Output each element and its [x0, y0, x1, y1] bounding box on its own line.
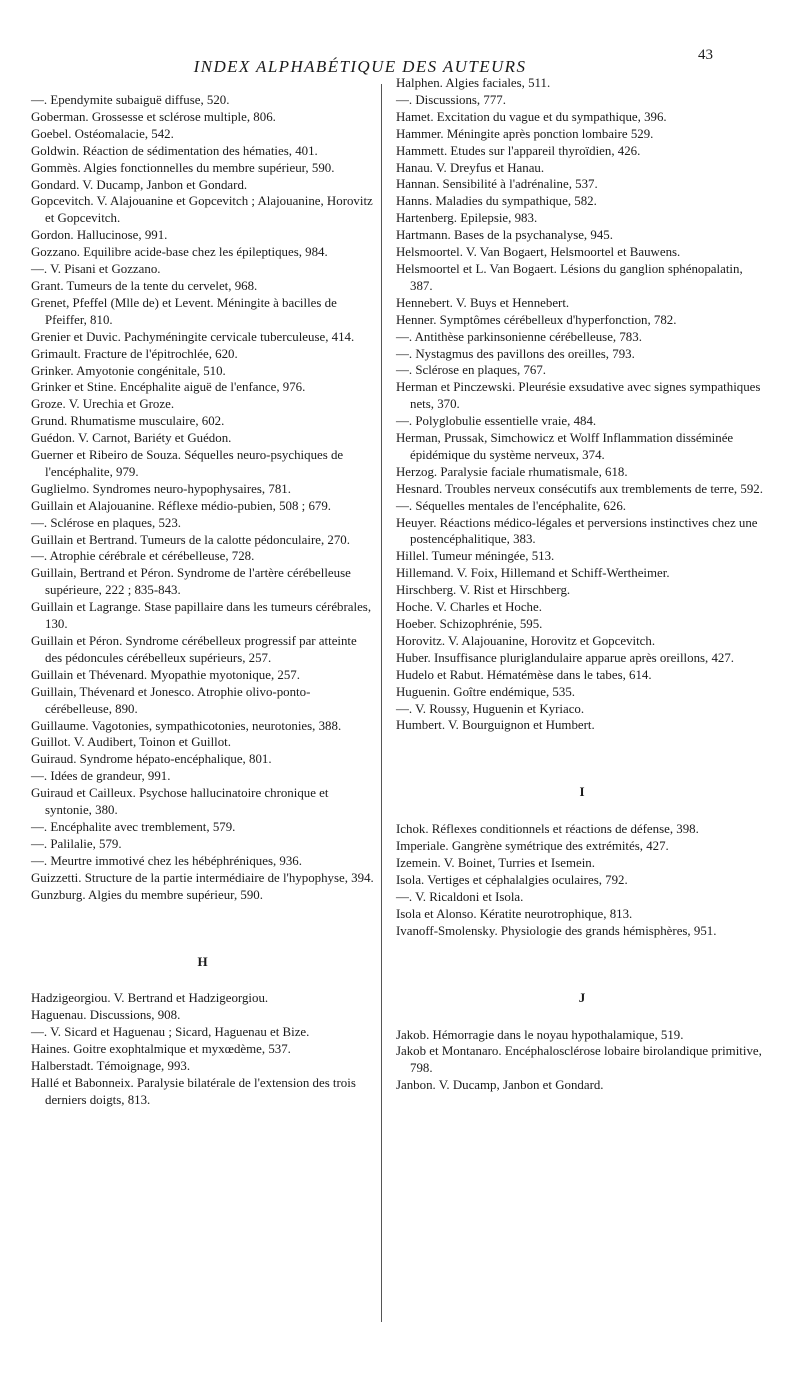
index-entry: Horovitz. V. Alajouanine, Horovitz et Gopcevitch. — [396, 633, 656, 648]
section-letter-h: H — [197, 953, 208, 969]
index-entry: Guillain, Thévenard et Jonesco. Atrophie olivo-ponto-cérébelleuse, 890. — [31, 684, 311, 716]
index-entry: Gondard. V. Ducamp, Janbon et Gondard. — [31, 177, 248, 192]
index-entry: Henner. Symptômes cérébelleux d'hyperfonction, 782. — [396, 312, 677, 327]
index-entry: —. Sclérose en plaques, 767. — [396, 363, 546, 378]
index-entry: Hartmann. Bases de la psychanalyse, 945. — [396, 228, 613, 243]
index-entry: —. V. Sicard et Haguenau ; Sicard, Haguenau et Bize. — [31, 1025, 310, 1040]
section-letter-i: I — [579, 784, 585, 800]
index-entry: —. Discussions, 777. — [396, 92, 506, 107]
section-gap — [396, 734, 768, 768]
index-entry: Haguenau. Discussions, 908. — [31, 1008, 181, 1023]
index-entry: Gunzburg. Algies du membre supérieur, 590. — [31, 887, 263, 902]
index-entry: Hennebert. V. Buys et Hennebert. — [396, 295, 570, 310]
index-entry: Guiraud et Cailleux. Psychose hallucinatoire chronique et syntonie, 380. — [31, 786, 329, 818]
index-entry: Guillain et Péron. Syndrome cérébelleux progressif par atteinte des pédoncules cérébelleux supérieurs, 257. — [31, 634, 357, 665]
section-gap — [396, 940, 768, 974]
index-entry: Herman, Prussak, Simchowicz et Wolff Inflammation disséminée épidémique du système nerveux, 374. — [396, 431, 734, 462]
index-entry: Hanau. V. Dreyfus et Hanau. — [396, 160, 545, 175]
index-entry: Goberman. Grossesse et sclérose multiple, 806. — [31, 109, 276, 124]
index-entry: Hammett. Etudes sur l'appareil thyroïdien, 426. — [396, 143, 641, 158]
index-entry: —. Nystagmus des pavillons des oreilles, 793. — [396, 346, 635, 361]
index-entry: Isola et Alonso. Kératite neurotrophique, 813. — [396, 906, 633, 921]
index-entry: Guerner et Ribeiro de Souza. Séquelles neuro-psychiques de l'encéphalite, 979. — [31, 448, 344, 479]
index-entry: —. Antithèse parkinsonienne cérébelleuse, 783. — [396, 329, 642, 344]
index-entry: Hammer. Méningite après ponction lombaire 529. — [396, 126, 654, 141]
index-entry: Ichok. Réflexes conditionnels et réactions de défense, 398. — [396, 822, 699, 837]
page-number: 43 — [698, 47, 713, 63]
right-column — [396, 75, 768, 1094]
index-entry: Huguenin. Goître endémique, 535. — [396, 684, 575, 699]
index-entry: Isola. Vertiges et céphalalgies oculaires, 792. — [396, 872, 628, 887]
index-entry: Goldwin. Réaction de sédimentation des hématies, 401. — [31, 143, 318, 158]
index-entry: Goebel. Ostéomalacie, 542. — [31, 126, 174, 141]
index-entry: Hamet. Excitation du vague et du sympathique, 396. — [396, 109, 667, 124]
index-entry: Guillain et Bertrand. Tumeurs de la calotte pédonculaire, 270. — [31, 532, 350, 547]
index-entry: Halphen. Algies faciales, 511. — [396, 76, 551, 90]
index-entry: Hillemand. V. Foix, Hillemand et Schiff-Wertheimer. — [396, 566, 670, 581]
index-entry: Guillain et Lagrange. Stase papillaire dans les tumeurs cérébrales, 130. — [31, 600, 372, 632]
index-entry: —. Séquelles mentales de l'encéphalite, 626. — [396, 498, 626, 513]
index-entry: Gozzano. Equilibre acide-base chez les épileptiques, 984. — [31, 245, 328, 260]
index-entry: Grimault. Fracture de l'épitrochlée, 620. — [31, 346, 238, 361]
index-entry: —. V. Roussy, Huguenin et Kyriaco. — [396, 701, 585, 716]
index-entry: Grenet, Pfeffel (Mlle de) et Levent. Méningite à bacilles de Pfeiffer, 810. — [31, 295, 337, 327]
index-entry: Hudelo et Rabut. Hématémèse dans le tabes, 614. — [396, 667, 652, 682]
running-title: INDEX ALPHABÉTIQUE DES AUTEURS — [193, 57, 527, 76]
index-entry: Guédon. V. Carnot, Bariéty et Guédon. — [31, 431, 232, 446]
index-entry: —. Polyglobulie essentielle vraie, 484. — [396, 414, 597, 429]
column-divider — [381, 84, 382, 1322]
index-entry: Guillain et Thévenard. Myopathie myotonique, 257. — [31, 667, 300, 682]
index-entry: Groze. V. Urechia et Groze. — [31, 397, 175, 412]
index-entry: Izemein. V. Boinet, Turries et Isemein. — [396, 856, 595, 871]
index-entry: Hirschberg. V. Rist et Hirschberg. — [396, 583, 571, 598]
index-entry: Hartenberg. Epilepsie, 983. — [396, 211, 538, 226]
index-entry: Hadzigeorgiou. V. Bertrand et Hadzigeorgiou. — [31, 991, 269, 1006]
index-entry: Herman et Pinczewski. Pleurésie exsudative avec signes sympathiques nets, 370. — [396, 380, 761, 412]
index-entry: Haines. Goitre exophtalmique et myxœdème, 537. — [31, 1042, 291, 1057]
index-entry: Helsmoortel. V. Van Bogaert, Helsmoortel et Bauwens. — [396, 245, 681, 260]
index-entry: Grant. Tumeurs de la tente du cervelet, 968. — [31, 278, 258, 293]
index-entry: —. Sclérose en plaques, 523. — [31, 515, 181, 530]
index-entry: Imperiale. Gangrène symétrique des extrémités, 427. — [396, 839, 669, 854]
index-entry: Hoche. V. Charles et Hoche. — [396, 600, 542, 615]
index-entry: Guglielmo. Syndromes neuro-hypophysaires, 781. — [31, 481, 291, 496]
index-entry: Gopcevitch. V. Alajouanine et Gopcevitch ; Alajouanine, Horovitz et Gopcevitch. — [31, 194, 373, 226]
index-entry: Ivanoff-Smolensky. Physiologie des grands hémisphères, 951. — [396, 923, 717, 938]
index-entry: Grinker et Stine. Encéphalite aiguë de l'enfance, 976. — [31, 380, 306, 395]
index-entry: —. Encéphalite avec tremblement, 579. — [31, 819, 236, 834]
index-entry: —. Atrophie cérébrale et cérébelleuse, 728. — [31, 549, 255, 564]
index-entry: Janbon. V. Ducamp, Janbon et Gondard. — [396, 1078, 604, 1093]
index-entry: —. Idées de grandeur, 991. — [31, 769, 171, 784]
index-entry: Guiraud. Syndrome hépato-encéphalique, 801. — [31, 752, 272, 767]
index-entry: Heuyer. Réactions médico-légales et perversions instinctives chez une postencéphalitique, 383. — [396, 515, 758, 547]
index-entry: Gordon. Hallucinose, 991. — [31, 228, 168, 243]
index-entry: Helsmoortel et L. Van Bogaert. Lésions du ganglion sphénopalatin, 387. — [396, 261, 743, 293]
h-entries — [31, 990, 374, 1108]
index-entry: Gommès. Algies fonctionnelles du membre supérieur, 590. — [31, 160, 335, 175]
index-entry: Humbert. V. Bourguignon et Humbert. — [396, 718, 595, 733]
index-entry: Guillain, Bertrand et Péron. Syndrome de l'artère cérébelleuse supérieure, 222 ; 835-843. — [31, 566, 351, 598]
j-entries — [396, 1027, 768, 1095]
index-entry: —. Meurtre immotivé chez les hébéphréniques, 936. — [31, 853, 302, 868]
index-entry: Jakob et Montanaro. Encéphalosclérose lobaire birolandique primitive, 798. — [396, 1044, 762, 1076]
section-letter-j: J — [578, 989, 586, 1005]
index-entry: Halberstadt. Témoignage, 993. — [31, 1059, 191, 1074]
index-entry: Hanns. Maladies du sympathique, 582. — [396, 194, 597, 209]
index-entry: Hoeber. Schizophrénie, 595. — [396, 617, 543, 631]
index-entry: Grinker. Amyotonie congénitale, 510. — [31, 363, 226, 378]
index-entry: —. Palilalie, 579. — [31, 836, 122, 851]
index-entry: Grenier et Duvic. Pachyméningite cervicale tuberculeuse, 414. — [31, 329, 355, 344]
index-entry: Hallé et Babonneix. Paralysie bilatérale de l'extension des trois derniers doigts, 813. — [31, 1075, 356, 1107]
right-entries — [396, 75, 768, 734]
index-entry: Herzog. Paralysie faciale rhumatismale, 618. — [396, 464, 628, 479]
section-gap — [31, 904, 374, 938]
index-entry: —. V. Ricaldoni et Isola. — [396, 889, 524, 904]
index-entry: Guizzetti. Structure de la partie intermédiaire de l'hypophyse, 394. — [31, 870, 374, 885]
left-column — [31, 92, 374, 1109]
index-entry: Hannan. Sensibilité à l'adrénaline, 537. — [396, 177, 598, 192]
i-entries — [396, 821, 768, 939]
index-entry: —. Ependymite subaiguë diffuse, 520. — [31, 93, 230, 107]
index-entry: Guillaume. Vagotonies, sympathicotonies, neurotonies, 388. — [31, 718, 342, 733]
index-entry: Huber. Insuffisance pluriglandulaire apparue après oreillons, 427. — [396, 650, 735, 665]
index-entry: Grund. Rhumatisme musculaire, 602. — [31, 414, 225, 429]
index-entry: Jakob. Hémorragie dans le noyau hypothalamique, 519. — [396, 1027, 684, 1042]
index-entry: —. V. Pisani et Gozzano. — [31, 262, 161, 277]
index-entry: Guillot. V. Audibert, Toinon et Guillot. — [31, 735, 231, 750]
index-entry: Guillain et Alajouanine. Réflexe médio-pubien, 508 ; 679. — [31, 498, 331, 513]
index-entry: Hillel. Tumeur méningée, 513. — [396, 549, 555, 564]
left-entries — [31, 92, 374, 904]
index-entry: Hesnard. Troubles nerveux consécutifs aux tremblements de terre, 592. — [396, 481, 763, 496]
